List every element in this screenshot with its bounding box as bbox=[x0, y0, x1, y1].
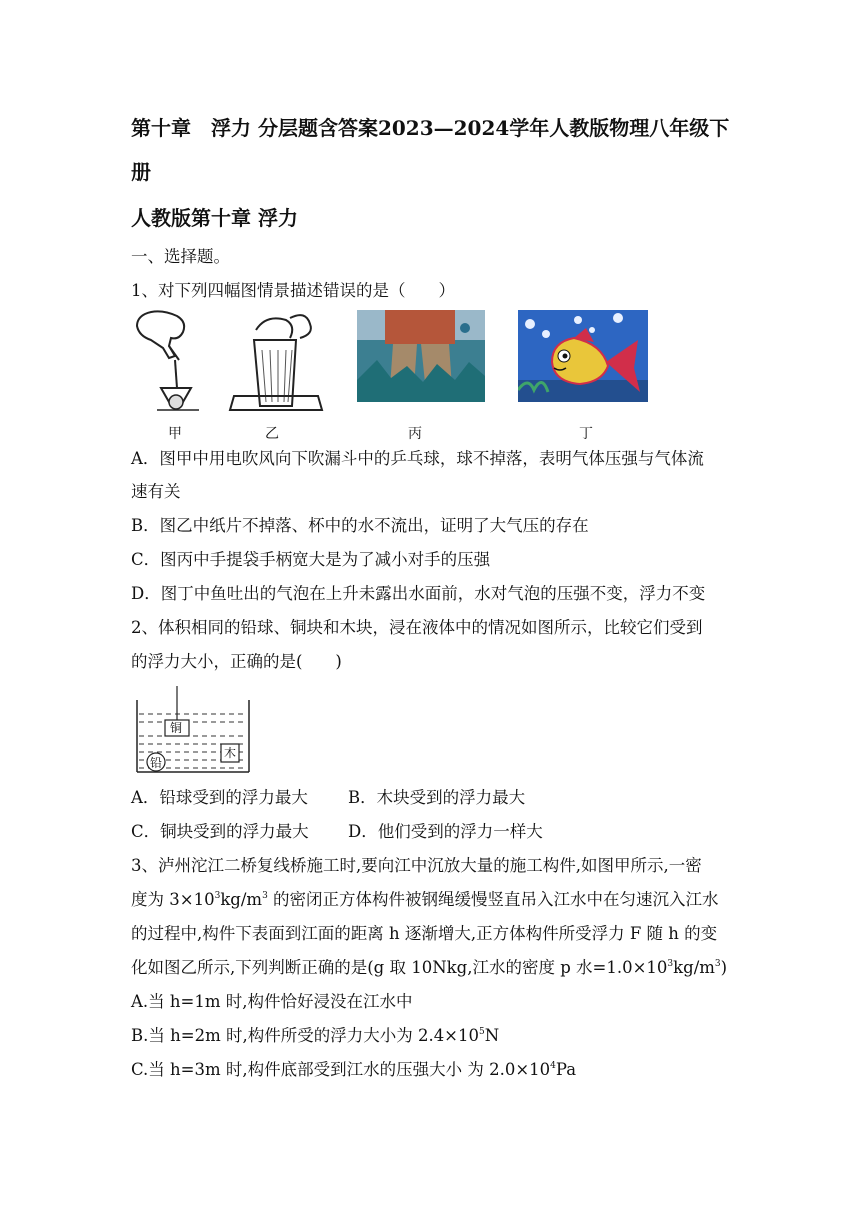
q2-option-c: C．铜块受到的浮力最大 bbox=[131, 822, 309, 841]
doc-subtitle: 人教版第十章 浮力 bbox=[131, 206, 298, 230]
q2-option-b: B．木块受到的浮力最大 bbox=[348, 788, 526, 807]
q1-option-b: B．图乙中纸片不掉落、杯中的水不流出，证明了大气压的存在 bbox=[131, 516, 589, 535]
q2-stem-line1: 2、体积相同的铅球、铜块和木块，浸在液体中的情况如图所示，比较它们受到 bbox=[131, 618, 703, 637]
q1-fig-label-yi: 乙 bbox=[265, 426, 279, 442]
q1-fig-ding bbox=[518, 310, 648, 402]
q3-stem-line3: 的过程中,构件下表面到江面的距离 h 逐渐增大,正方体构件所受浮力 F 随 h 的变 bbox=[131, 924, 718, 943]
q1-fig-label-ding: 丁 bbox=[579, 426, 593, 442]
q1-fig-yi bbox=[226, 310, 326, 418]
q3-stem-line1: 3、泸州沱江二桥复线桥施工时,要向江中沉放大量的施工构件,如图甲所示,一密 bbox=[131, 856, 702, 875]
q3-option-b: B.当 h=2m 时,构件所受的浮力大小为 $2.4\times 10^5N$ bbox=[131, 1026, 500, 1045]
section-heading: 一、选择题。 bbox=[131, 247, 230, 266]
q1-option-d: D．图丁中鱼吐出的气泡在上升未露出水面前，水对气泡的压强不变，浮力不变 bbox=[131, 584, 706, 603]
q1-option-a-line1: A．图甲中用电吹风向下吹漏斗中的乒乓球，球不掉落，表明气体压强与气体流 bbox=[131, 449, 704, 468]
q1-option-a-line2: 速有关 bbox=[131, 482, 181, 501]
q3-stem-line4: 化如图乙所示,下列判断正确的是(g 取 10Nkg,江水的密度 p 水$=1.0\times 10^3kg/m^3$) bbox=[131, 958, 728, 977]
q2-stem-line2: 的浮力大小，正确的是( ) bbox=[131, 652, 342, 671]
q2-fig-container bbox=[133, 686, 253, 776]
q1-fig-label-bing: 丙 bbox=[408, 426, 422, 442]
q2-label-lead: 铅 bbox=[150, 756, 163, 770]
doc-title-line1: 第十章 浮力 分层题含答案2023—2024学年人教版物理八年级下 bbox=[131, 116, 730, 140]
q1-stem: 1、对下列四幅图情景描述错误的是（ ） bbox=[131, 281, 455, 300]
q2-label-copper: 铜 bbox=[170, 721, 183, 735]
q2-label-wood: 木 bbox=[224, 746, 237, 760]
q3-option-a: A.当 h=1m 时,构件恰好浸没在江水中 bbox=[131, 992, 413, 1011]
q2-option-d: D．他们受到的浮力一样大 bbox=[348, 822, 543, 841]
q3-stem-line2: 度为 $3\times 10^3kg/m^3$ 的密闭正方体构件被钢绳缓慢竖直吊入江水中在匀速沉入江水 bbox=[131, 890, 719, 909]
q2-option-a: A．铅球受到的浮力最大 bbox=[131, 788, 308, 807]
q1-fig-jia bbox=[131, 310, 206, 420]
q1-option-c: C．图丙中手提袋手柄宽大是为了减小对手的压强 bbox=[131, 550, 491, 569]
q3-option-c: C.当 h=3m 时,构件底部受到江水的压强大小 为 $2.0\times 10^4Pa$ bbox=[131, 1060, 577, 1079]
q1-fig-bing bbox=[357, 310, 485, 402]
doc-title-line2: 册 bbox=[131, 160, 151, 184]
q1-fig-label-jia: 甲 bbox=[168, 426, 182, 442]
